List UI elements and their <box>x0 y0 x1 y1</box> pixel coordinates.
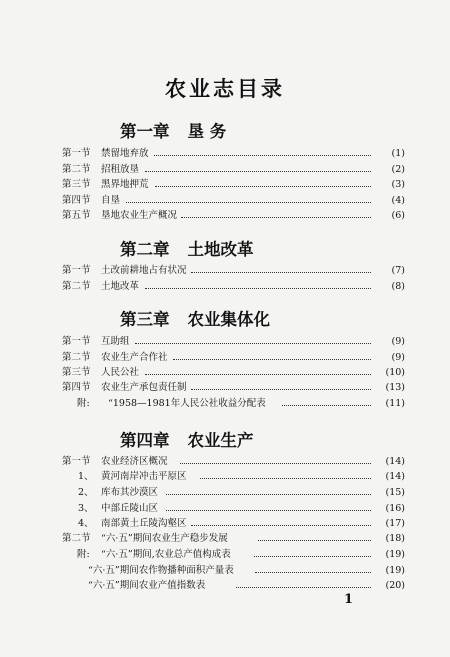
section-title: 黑界地押荒 <box>101 179 149 190</box>
toc-entry <box>62 264 405 278</box>
page-ref: (10) <box>385 367 405 378</box>
page-title: 农业志目录 <box>165 76 285 101</box>
chapter-name: 土地改革 <box>187 240 254 259</box>
page-ref: (18) <box>385 533 405 544</box>
toc-entry <box>62 351 405 365</box>
toc-appendix <box>62 564 405 578</box>
chapter-name: 农业生产 <box>187 431 254 450</box>
toc-entry <box>62 178 405 192</box>
section-title: “六·五”期间农业生产稳步发展 <box>101 533 228 544</box>
toc-subentry <box>62 517 405 531</box>
toc-subentry <box>62 486 405 500</box>
section-title: 垦地农业生产概况 <box>101 210 178 221</box>
chapter-name: 垦 务 <box>187 122 227 141</box>
section-number: 第五节 <box>62 210 91 221</box>
sub-number: 3、 <box>78 503 94 514</box>
sub-number: 1、 <box>78 471 94 482</box>
section-number: 第二节 <box>62 533 91 544</box>
section-number: 第四节 <box>62 382 91 393</box>
page-ref: (1) <box>391 148 405 159</box>
section-title: 农业生产承包责任制 <box>101 382 187 393</box>
section-title: 土改前耕地占有状况 <box>101 265 187 276</box>
toc-subentry <box>62 470 405 484</box>
section-title: 互助组 <box>101 336 130 347</box>
toc-entry <box>62 163 405 177</box>
page-ref: (15) <box>385 487 405 498</box>
chapter-4-heading <box>120 427 254 451</box>
toc-subentry <box>62 502 405 516</box>
page-ref: (8) <box>391 281 405 292</box>
page-ref: (2) <box>391 164 405 175</box>
chapter-1-heading <box>120 118 226 142</box>
sub-title: 黄河南岸冲击平原区 <box>101 471 187 482</box>
toc-appendix <box>62 548 405 562</box>
toc-entry <box>62 209 405 223</box>
appendix-title: “六·五”期间,农业总产值构成表 <box>101 549 231 560</box>
page-ref: (19) <box>385 549 405 560</box>
section-title: 农业经济区概况 <box>101 456 168 467</box>
toc-entry <box>62 194 405 208</box>
section-number: 第二节 <box>62 164 91 175</box>
page-ref: (13) <box>385 382 405 393</box>
page-ref: (11) <box>385 398 405 409</box>
section-number: 第一节 <box>62 148 91 159</box>
page-ref: (14) <box>385 471 405 482</box>
sub-title: 库布其沙漠区 <box>101 487 159 498</box>
section-title: 招租放垦 <box>101 164 140 175</box>
section-title: 禁留地弃放 <box>101 148 149 159</box>
toc-entry <box>62 532 405 546</box>
section-number: 第一节 <box>62 456 91 467</box>
toc-entry <box>62 455 405 469</box>
section-title: 自垦 <box>101 195 121 206</box>
page-ref: (6) <box>391 210 405 221</box>
section-title: 人民公社 <box>101 367 140 378</box>
sub-number: 4、 <box>78 518 94 529</box>
page-ref: (16) <box>385 503 405 514</box>
chapter-name: 农业集体化 <box>187 310 270 329</box>
page-ref: (3) <box>391 179 405 190</box>
appendix-title: “六·五”期间农业产值指数表 <box>88 580 206 591</box>
toc-entry <box>62 381 405 395</box>
section-number: 第一节 <box>62 265 91 276</box>
chapter-number: 第二章 <box>120 240 170 259</box>
section-number: 第一节 <box>62 336 91 347</box>
sub-title: 中部丘陵山区 <box>101 503 159 514</box>
appendix-label: 附: <box>77 549 90 560</box>
chapter-number: 第三章 <box>120 310 170 329</box>
section-number: 第四节 <box>62 195 91 206</box>
sub-number: 2、 <box>78 487 94 498</box>
toc-entry <box>62 280 405 294</box>
section-number: 第三节 <box>62 367 91 378</box>
section-number: 第二节 <box>62 281 91 292</box>
page-ref: (14) <box>385 456 405 467</box>
section-number: 第三节 <box>62 179 91 190</box>
page-ref: (20) <box>385 580 405 591</box>
toc-appendix <box>62 579 405 593</box>
page-ref: (7) <box>391 265 405 276</box>
chapter-number: 第四章 <box>120 431 170 450</box>
section-number: 第二节 <box>62 352 91 363</box>
page-ref: (19) <box>385 565 405 576</box>
sub-title: 南部黄土丘陵沟壑区 <box>101 518 187 529</box>
toc-appendix <box>62 397 405 411</box>
chapter-3-heading <box>120 306 270 330</box>
page-ref: (4) <box>391 195 405 206</box>
appendix-title: “1958—1981年人民公社收益分配表 <box>108 398 266 409</box>
section-title: 农业生产合作社 <box>101 352 168 363</box>
page-ref: (9) <box>391 336 405 347</box>
page-number: 1 <box>344 592 354 607</box>
toc-entry <box>62 366 405 380</box>
toc-entry <box>62 147 405 161</box>
chapter-number: 第一章 <box>120 122 170 141</box>
toc-entry <box>62 335 405 349</box>
appendix-title: “六·五”期间农作物播种面积产量表 <box>88 565 234 576</box>
section-title: 土地改革 <box>101 281 140 292</box>
page-ref: (17) <box>385 518 405 529</box>
chapter-2-heading <box>120 236 254 260</box>
page-ref: (9) <box>391 352 405 363</box>
appendix-label: 附: <box>77 398 90 409</box>
